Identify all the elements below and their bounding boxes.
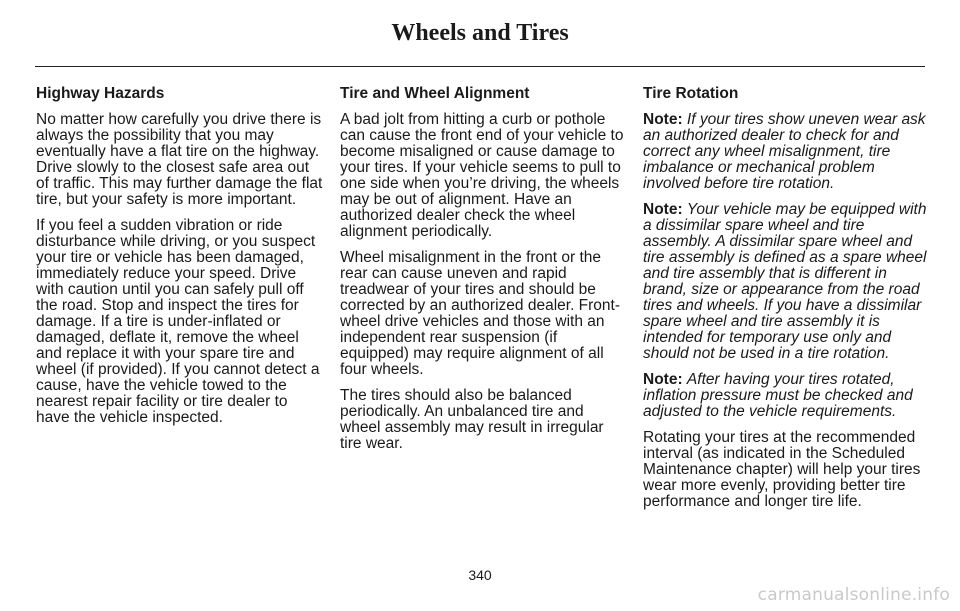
column-highway-hazards [36, 86, 324, 436]
page-number: 340 [468, 567, 492, 583]
section-heading: Highway Hazards [36, 85, 165, 102]
note-label: Note: [643, 111, 683, 128]
note-text: Your vehicle may be equipped with a dissimilar spare wheel and tire assembly. A dissimilar spare wheel and tire assembly is defined as a spare wheel and tire assembly that is different in brand, size or appearance from the road tires and wheels. If you have a dissimilar spare wheel and tire assembly it is intended for temporary use only and should not be used in a tire rotation. [643, 201, 927, 362]
section-heading: Tire Rotation [643, 85, 739, 102]
section-heading: Tire and Wheel Alignment [340, 85, 530, 102]
paragraph: Rotating your tires at the recommended interval (as indicated in the Scheduled Maintenance chapter) will help your tires wear more evenly, providing better tire performance and longer tire life. [643, 429, 921, 510]
page-title: Wheels and Tires [391, 20, 569, 46]
watermark: carmanualsonline.info [757, 585, 950, 605]
note-text: After having your tires rotated, inflation pressure must be checked and adjusted to the vehicle requirements. [643, 371, 913, 420]
note [643, 202, 927, 362]
column-tire-wheel-alignment [340, 86, 628, 462]
paragraph: Wheel misalignment in the front or the rear can cause uneven and rapid treadwear of your tires and should be corrected by an authorized dealer. Front-wheel drive vehicles and those with an independent rear suspension (if equipped) may require alignment of all four wheels. [340, 249, 621, 378]
note-label: Note: [643, 201, 683, 218]
paragraph: If you feel a sudden vibration or ride disturbance while driving, or you suspect your tire or vehicle has been damaged, immediately reduce your speed. Drive with caution until you can safely pull off the road. Stop and inspect the tires for damage. If a tire is under-inflated or damaged, deflate it, remove the wheel and replace it with your spare tire and wheel (if provided). If you cannot detect a cause, have the vehicle towed to the nearest repair facility or tire dealer to have the vehicle inspected. [36, 217, 320, 426]
column-tire-rotation [643, 86, 927, 520]
note [643, 372, 927, 420]
header-divider [35, 66, 925, 67]
paragraph: The tires should also be balanced periodically. An unbalanced tire and wheel assembly may result in irregular tire wear. [340, 387, 604, 452]
paragraph: No matter how carefully you drive there is always the possibility that you may eventually have a flat tire on the highway. Drive slowly to the closest safe area out of traffic. This may further damage the flat tire, but your safety is more important. [36, 111, 323, 208]
paragraph: A bad jolt from hitting a curb or pothole can cause the front end of your vehicle to become misaligned or cause damage to your tires. If your vehicle seems to pull to one side when you’re driving, the wheels may be out of alignment. Have an authorized dealer check the wheel alignment periodically. [340, 111, 624, 240]
note-label: Note: [643, 371, 683, 388]
note [643, 112, 927, 192]
note-text: If your tires show uneven wear ask an authorized dealer to check for and correct any wheel misalignment, tire imbalance or mechanical problem involved before tire rotation. [643, 111, 926, 192]
